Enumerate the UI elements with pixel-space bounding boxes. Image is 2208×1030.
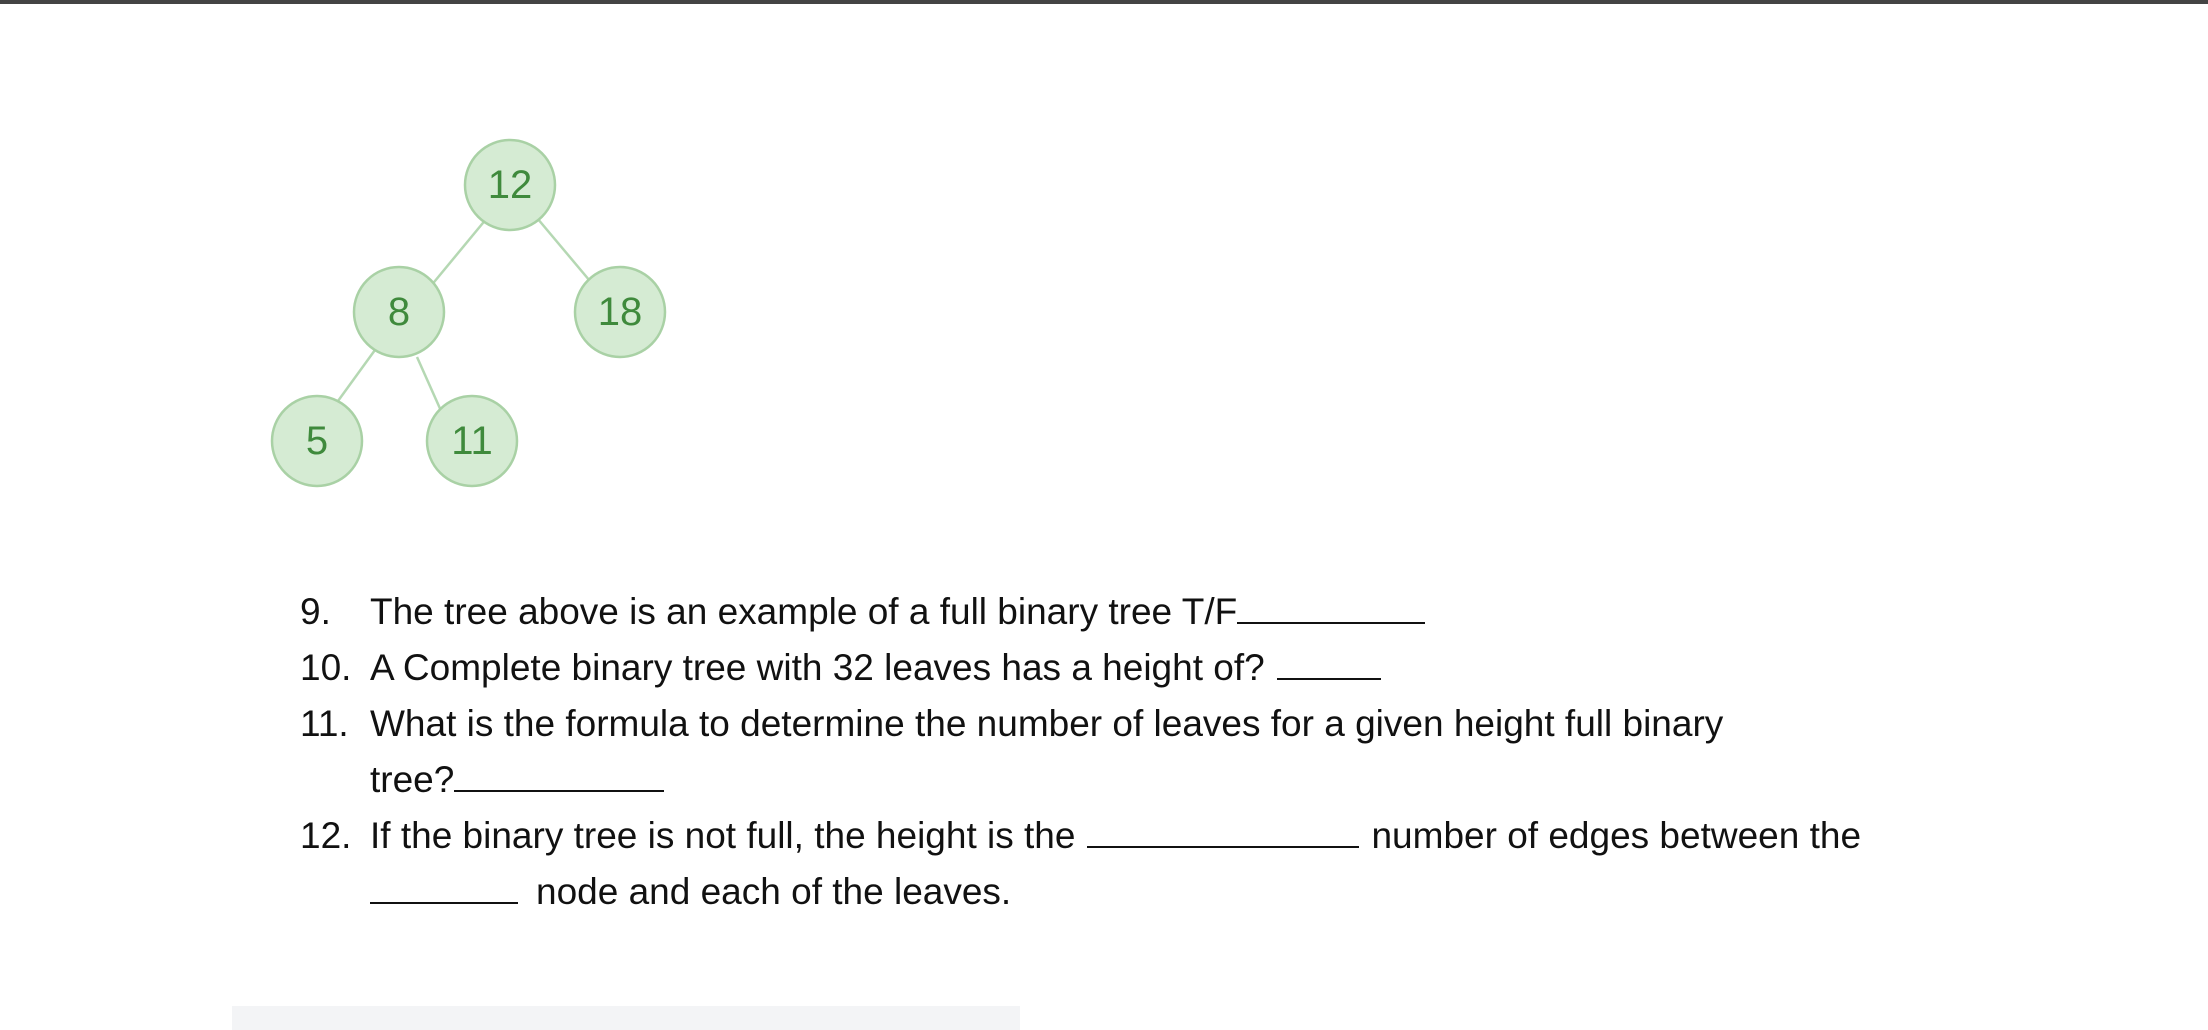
- tree-node-label: 11: [451, 419, 493, 463]
- question-number: 9.: [300, 591, 331, 632]
- question-12: [300, 808, 2090, 920]
- question-list: [300, 584, 2090, 920]
- tree-node-5: [272, 396, 362, 486]
- question-10-text: A Complete binary tree with 32 leaves has a height of?: [370, 647, 1265, 688]
- answer-blank[interactable]: [1277, 640, 1381, 680]
- answer-blank[interactable]: [370, 864, 518, 904]
- tree-node-12: [465, 140, 555, 230]
- question-11: [300, 696, 2090, 808]
- question-10: [300, 640, 2090, 696]
- question-11-text: What is the formula to determine the number of leaves for a given height full binary: [370, 703, 1724, 744]
- tree-node-label: 12: [487, 163, 533, 207]
- tree-node-18: [575, 267, 665, 357]
- question-9-text: The tree above is an example of a full binary tree T/F: [370, 591, 1238, 632]
- tree-node-label: 18: [597, 290, 643, 334]
- question-number: 11.: [300, 703, 349, 744]
- question-12-text: If the binary tree is not full, the height is the: [370, 815, 1076, 856]
- question-text: [370, 584, 2090, 640]
- question-12-text-middle: number of edges between the: [1371, 815, 1862, 856]
- tree-edge-12-8: [430, 212, 492, 287]
- tree-node-8: [354, 267, 444, 357]
- question-12-text-end: node and each of the leaves.: [536, 871, 1012, 912]
- tree-edge-12-18: [532, 212, 595, 287]
- question-number: 10.: [300, 647, 352, 688]
- bottom-partial-element: [232, 1006, 1020, 1030]
- answer-blank[interactable]: [1087, 808, 1359, 848]
- question-9: [300, 584, 2090, 640]
- question-11-text-line2: tree?: [370, 759, 455, 800]
- question-text: [370, 640, 2090, 696]
- question-11-continuation: [370, 752, 2090, 808]
- tree-node-label: 5: [305, 419, 329, 463]
- tree-node-11: [427, 396, 517, 486]
- question-12-line2: [370, 864, 2090, 920]
- answer-blank[interactable]: [454, 752, 664, 792]
- tree-edge-8-11: [417, 357, 442, 413]
- question-text: [370, 808, 2090, 920]
- question-text: [370, 696, 2090, 808]
- answer-blank[interactable]: [1237, 584, 1425, 624]
- question-number: 12.: [300, 815, 352, 856]
- question-12-line1: [370, 808, 2090, 864]
- tree-node-label: 8: [387, 290, 411, 334]
